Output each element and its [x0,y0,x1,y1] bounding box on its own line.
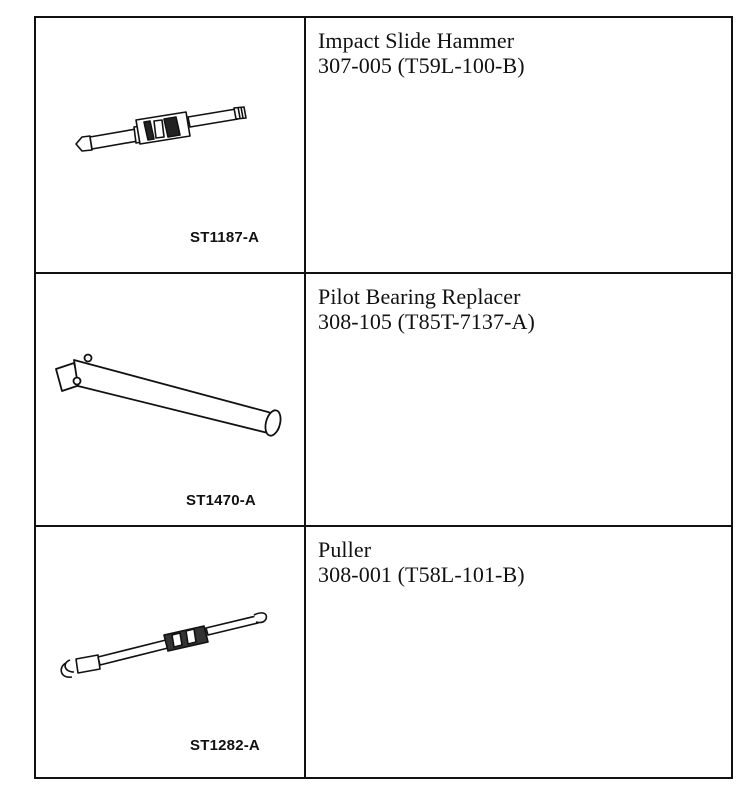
tool-number: 308-105 (T85T-7137-A) [318,309,535,334]
tool-row [36,274,731,527]
tool-number: 308-001 (T58L-101-B) [318,562,525,587]
column-divider [304,527,306,777]
figure-code: ST1282-A [190,737,260,754]
column-divider [304,274,306,525]
tool-name: Impact Slide Hammer [318,28,515,53]
tool-image-cell [36,527,304,777]
tool-image-cell [36,274,304,525]
tool-name: Puller [318,537,372,562]
tool-number: 307-005 (T59L-100-B) [318,53,525,78]
tool-description [318,284,721,334]
figure-code: ST1187-A [190,229,260,246]
slide-hammer-illustration [36,18,304,272]
tool-image-cell [36,18,304,272]
tool-name: Pilot Bearing Replacer [318,284,521,309]
tool-row [36,527,731,777]
bearing-replacer-illustration [36,274,304,525]
column-divider [304,18,306,272]
tool-description [318,28,721,78]
tool-description [318,537,721,587]
special-tools-table [34,16,733,779]
tool-row [36,18,731,274]
puller-illustration [36,527,304,775]
figure-code: ST1470-A [186,492,256,509]
